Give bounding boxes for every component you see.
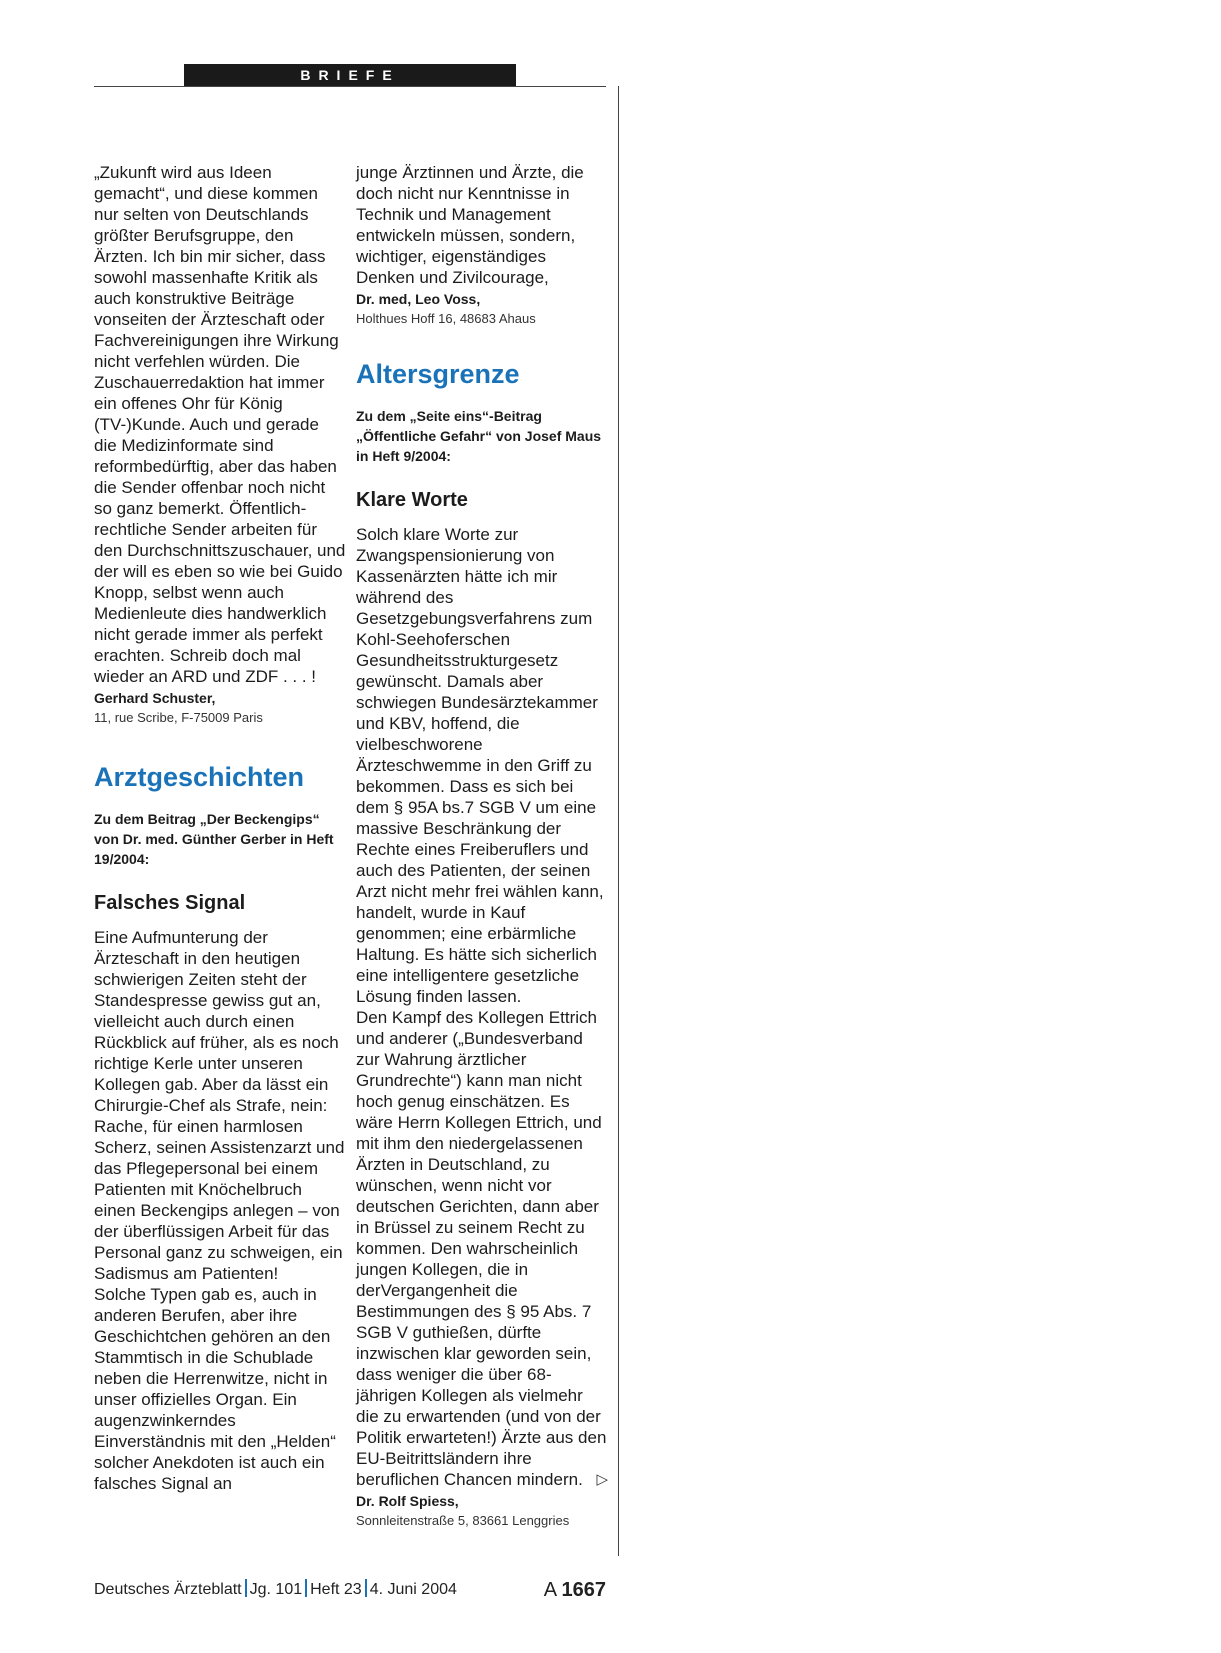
reference-note: Zu dem „Seite eins“-Beitrag „Öffentliche Gefahr“ von Josef Maus in Heft 9/2004:: [356, 408, 602, 464]
reference-note: Zu dem Beitrag „Der Beckengips“ von Dr. med. Günther Gerber in Heft 19/2004:: [94, 811, 334, 867]
continue-arrow-icon: ▷: [596, 1471, 608, 1488]
page-number: [544, 1578, 606, 1602]
page-prefix: A: [543, 1579, 556, 1601]
author-address: Sonnleitenstraße 5, 83661 Lenggries: [356, 1513, 570, 1528]
letter-title: Klare Worte: [356, 489, 468, 511]
section-title: Altersgrenze: [356, 359, 520, 389]
page-footer: [94, 1578, 606, 1602]
author-name: Gerhard Schuster,: [94, 690, 216, 706]
letter-text: „Zukunft wird aus Ideen gemacht“, und diese kommen nur selten von Deutschlands größter Berufsgruppe, den Ärzten. Ich bin mir sicher, dass sowohl massenhafte Kritik als auch konstruktive Beiträge vonseiten der Ärzteschaft oder Fachvereinigungen ihre Wirkung nicht verfehlen würden. Die Zuschauerredaktion hat immer ein offenes Ohr für König (TV-)Kunde. Auch und gerade die Medizinformate sind reformbedürftig, aber das haben die Sender offenbar noch nicht so ganz bemerkt. Öffentlich-rechtliche Sender arbeiten für den Durchschnittszuschauer, und der will es eben so wie bei Guido Knopp, selbst wenn auch Medienleute dies handwerklich nicht gerade immer als perfekt erachten. Schreib doch mal wieder an ARD und ZDF . . . !: [94, 163, 346, 686]
letter-text: Solch klare Worte zur Zwangspensionierung von Kassenärzten hätte ich mir während des Gesetzgebungsverfahrens zum Kohl-Seehoferschen Gesundheitsstrukturgesetz gewünscht. Damals aber schwiegen Bundesärztekammer und KBV, hoffend, die vielbeschworene Ärzteschwemme in den Griff zu bekommen. Dass es sich bei dem § 95A bs.7 SGB V um eine massive Beschränkung der Rechte eines Freiberuflers und auch des Patienten, der seinen Arzt nicht mehr frei wählen kann, handelt, wurde in Kauf genommen; eine erbärmliche Haltung. Es hätte sich sicherlich eine intelligentere gesetzliche Lösung finden lassen.: [356, 525, 604, 1006]
author-address: Holthues Hoff 16, 48683 Ahaus: [356, 311, 536, 326]
author-name: Dr. Rolf Spiess,: [356, 1493, 459, 1509]
journal-name: Deutsches Ärzteblatt: [94, 1581, 242, 1598]
author-name: Dr. med, Leo Voss,: [356, 291, 481, 307]
letter-text: junge Ärztinnen und Ärzte, die doch nicht nur Kenntnisse in Technik und Management entwickeln müssen, sondern, wichtiger, eigenständiges Denken und Zivilcourage,: [356, 163, 584, 287]
column-rule: [618, 86, 619, 1556]
letter-text-body: Den Kampf des Kollegen Ettrich und anderer („Bundesverband zur Wahrung ärztlicher Grundrechte“) kann man nicht hoch genug einschätzen. Es wäre Herrn Kollegen Ettrich, und mit ihm den niedergelassenen Ärzten in Deutschland, zu wünschen, wenn nicht vor deutschen Gerichten, dann aber in Brüssel zu seinem Recht zu kommen. Den wahrscheinlich jungen Kollegen, die in derVergangenheit die Bestimmungen des § 95 Abs. 7 SGB V guthießen, dürfte inzwischen klar geworden sein, dass weniger die über 68-jährigen Kollegen als vielmehr die zu erwartenden (und von der Politik erwarteten!) Ärzte aus den EU-Beitrittsländern ihre beruflichen Chancen mindern.: [356, 1008, 607, 1489]
issue-date: 4. Juni 2004: [369, 1581, 457, 1598]
journal-issue: Heft 23: [310, 1581, 362, 1598]
footer-separator: [245, 1579, 247, 1597]
letter-text: Eine Aufmunterung der Ärzteschaft in den heutigen schwierigen Zeiten steht der Standespresse gewiss gut an, vielleicht auch durch einen Rückblick auf früher, als es noch richtige Kerle unter unseren Kollegen gab. Aber da lässt ein Chirurgie-Chef als Strafe, nein: Rache, für einen harmlosen Scherz, seinen Assistenzarzt und das Pflegepersonal bei einem Patienten mit Knöchelbruch einen Beckengips anlegen – von der überflüssigen Arbeit für das Personal ganz zu schweigen, ein Sadismus am Patienten!: [94, 928, 345, 1283]
left-column: [94, 162, 346, 1494]
journal-volume: Jg. 101: [249, 1581, 303, 1598]
right-column: [356, 162, 608, 1530]
section-title: Arztgeschichten: [94, 762, 305, 792]
page-number-value: 1667: [561, 1579, 606, 1601]
header-rule: [94, 86, 606, 87]
section-header: BRIEFE: [184, 64, 516, 86]
footer-separator: [365, 1579, 367, 1597]
letter-text: Solche Typen gab es, auch in anderen Berufen, aber ihre Geschichtchen gehören an den Stammtisch in die Schublade neben die Herrenwitze, nicht in unser offizielles Organ. Ein augenzwinkerndes Einverständnis mit den „Helden“ solcher Anekdoten ist auch ein falsches Signal an: [94, 1285, 336, 1493]
author-address: 11, rue Scribe, F-75009 Paris: [94, 710, 263, 725]
footer-separator: [305, 1579, 307, 1597]
letter-title: Falsches Signal: [94, 892, 246, 914]
letter-text: [356, 1007, 608, 1490]
